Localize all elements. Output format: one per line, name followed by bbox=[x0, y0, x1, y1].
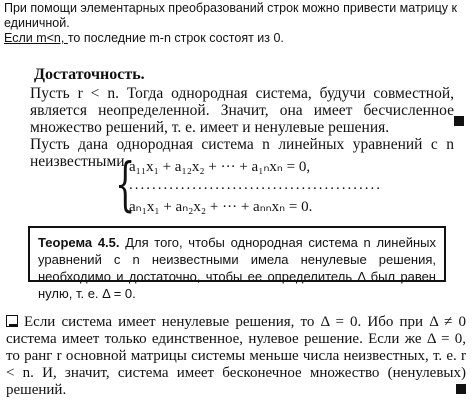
proof-paragraph bbox=[6, 314, 466, 399]
theorem-body bbox=[38, 234, 436, 302]
note-line-1: При помощи элементарных преобразований строк можно привести матрицу к единичной. bbox=[4, 1, 457, 30]
theorem-box bbox=[28, 226, 446, 301]
note-line-2-end: то последние m-n строк состоят из 0. bbox=[67, 31, 284, 45]
note-line-2-start: Если m<n, bbox=[4, 31, 68, 45]
end-of-proof-mark-2 bbox=[456, 384, 466, 394]
theorem-text: Для того, чтобы однородная система n линейных уравнений с n неизвестными имела ненулевые решения, необходимо и достаточно, чтобы ее определитель Δ был равен нулю, т. е. Δ = 0. bbox=[38, 235, 436, 301]
equation-first: a₁₁x₁ + a₁₂x₂ + ··· + a₁ₙxₙ = 0, bbox=[129, 159, 311, 175]
equation-last: aₙ₁x₁ + aₙ₂x₂ + ··· + aₙₙxₙ = 0. bbox=[129, 199, 313, 215]
paragraph-sufficiency: Пусть r < n. Тогда однородная система, будучи совместной, является неопределенной. Значит, она имеет бесчисленное множество решений, т. е. имеет и ненулевые решения. bbox=[30, 85, 454, 136]
paragraph-homogeneous-system: Пусть дана однородная система n линейных уравнений с n неизвестными bbox=[30, 136, 454, 170]
equation-ellipsis: ............................................ bbox=[129, 177, 382, 193]
note-line-2 bbox=[4, 31, 464, 46]
section-heading: Достаточность. bbox=[34, 66, 145, 83]
top-note bbox=[4, 1, 464, 46]
equation-system bbox=[115, 150, 382, 221]
system-brace: { bbox=[115, 150, 136, 218]
proof-text: Если система имеет ненулевые решения, то Δ = 0. Ибо при Δ ≠ 0 система имеет только единственное, нулевое решение. Если же Δ = 0, то ранг r основной матрицы системы меньше числа неизвестных, т. е. r < n. И, значит, система имеет бесконечное множество (ненулевых) решений. bbox=[6, 314, 466, 398]
theorem-label: Теорема 4.5. bbox=[38, 235, 120, 250]
proof-start-icon bbox=[6, 315, 18, 327]
end-of-proof-mark bbox=[454, 116, 464, 126]
